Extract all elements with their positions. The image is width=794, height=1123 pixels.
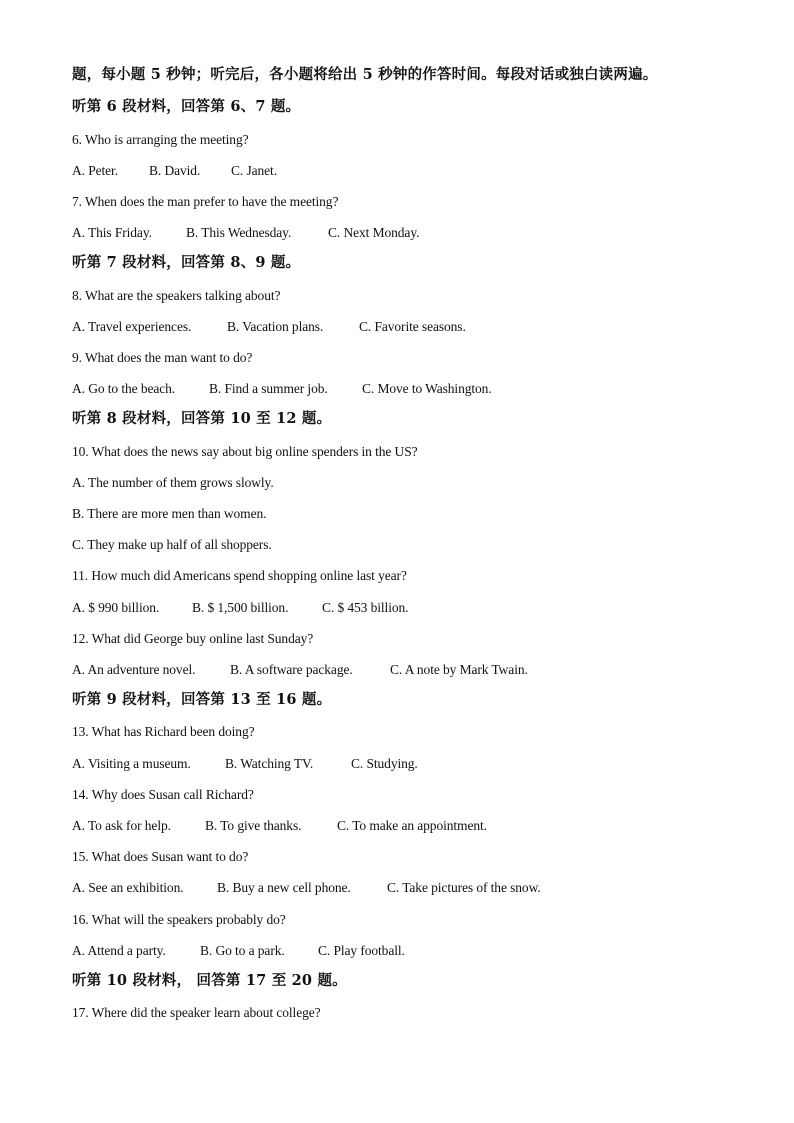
instruction-line: 题，每小题 5 秒钟；听完后，各小题将给出 5 秒钟的作答时间。每段对话或独白读两遍。 bbox=[72, 66, 658, 83]
option-6b: B. David. bbox=[149, 163, 201, 178]
option-16a: A. Attend a party. bbox=[72, 943, 166, 958]
question-7: 7. When does the man prefer to have the meeting? bbox=[72, 194, 339, 209]
question-13: 13. What has Richard been doing? bbox=[72, 724, 255, 739]
option-14b: B. To give thanks. bbox=[205, 818, 302, 833]
option-15a: A. See an exhibition. bbox=[72, 880, 184, 895]
option-7c: C. Next Monday. bbox=[328, 225, 420, 240]
option-8b: B. Vacation plans. bbox=[227, 319, 324, 334]
option-16c: C. Play football. bbox=[318, 943, 405, 958]
section-heading-8: 听第 8 段材料，回答第 10 至 12 题。 bbox=[72, 410, 332, 427]
option-14a: A. To ask for help. bbox=[72, 818, 171, 833]
option-12c: C. A note by Mark Twain. bbox=[390, 662, 528, 677]
question-17: 17. Where did the speaker learn about college? bbox=[72, 1005, 321, 1020]
option-9c: C. Move to Washington. bbox=[362, 381, 492, 396]
option-11b: B. $ 1,500 billion. bbox=[192, 600, 289, 615]
question-15: 15. What does Susan want to do? bbox=[72, 849, 249, 864]
question-6: 6. Who is arranging the meeting? bbox=[72, 132, 249, 147]
option-13c: C. Studying. bbox=[351, 756, 418, 771]
question-8: 8. What are the speakers talking about? bbox=[72, 288, 281, 303]
option-13b: B. Watching TV. bbox=[225, 756, 314, 771]
option-7a: A. This Friday. bbox=[72, 225, 152, 240]
option-9b: B. Find a summer job. bbox=[209, 381, 328, 396]
section-heading-10: 听第 10 段材料， 回答第 17 至 20 题。 bbox=[72, 972, 347, 989]
option-16b: B. Go to a park. bbox=[200, 943, 285, 958]
section-heading-6: 听第 6 段材料，回答第 6、7 题。 bbox=[72, 98, 301, 115]
question-10: 10. What does the news say about big online spenders in the US? bbox=[72, 444, 418, 459]
question-9: 9. What does the man want to do? bbox=[72, 350, 253, 365]
option-14c: C. To make an appointment. bbox=[337, 818, 487, 833]
option-8a: A. Travel experiences. bbox=[72, 319, 192, 334]
option-10c: C. They make up half of all shoppers. bbox=[72, 537, 272, 552]
option-8c: C. Favorite seasons. bbox=[359, 319, 466, 334]
section-heading-9: 听第 9 段材料，回答第 13 至 16 题。 bbox=[72, 691, 332, 708]
question-12: 12. What did George buy online last Sunday? bbox=[72, 631, 314, 646]
option-11c: C. $ 453 billion. bbox=[322, 600, 409, 615]
option-6a: A. Peter. bbox=[72, 163, 118, 178]
option-15b: B. Buy a new cell phone. bbox=[217, 880, 351, 895]
question-16: 16. What will the speakers probably do? bbox=[72, 912, 286, 927]
option-9a: A. Go to the beach. bbox=[72, 381, 176, 396]
option-10b: B. There are more men than women. bbox=[72, 506, 267, 521]
option-12a: A. An adventure novel. bbox=[72, 662, 196, 677]
section-heading-7: 听第 7 段材料，回答第 8、9 题。 bbox=[72, 254, 301, 271]
option-10a: A. The number of them grows slowly. bbox=[72, 475, 274, 490]
option-15c: C. Take pictures of the snow. bbox=[387, 880, 541, 895]
option-7b: B. This Wednesday. bbox=[186, 225, 292, 240]
option-11a: A. $ 990 billion. bbox=[72, 600, 160, 615]
option-13a: A. Visiting a museum. bbox=[72, 756, 191, 771]
option-6c: C. Janet. bbox=[231, 163, 277, 178]
option-12b: B. A software package. bbox=[230, 662, 353, 677]
question-14: 14. Why does Susan call Richard? bbox=[72, 787, 254, 802]
question-11: 11. How much did Americans spend shopping online last year? bbox=[72, 568, 407, 583]
